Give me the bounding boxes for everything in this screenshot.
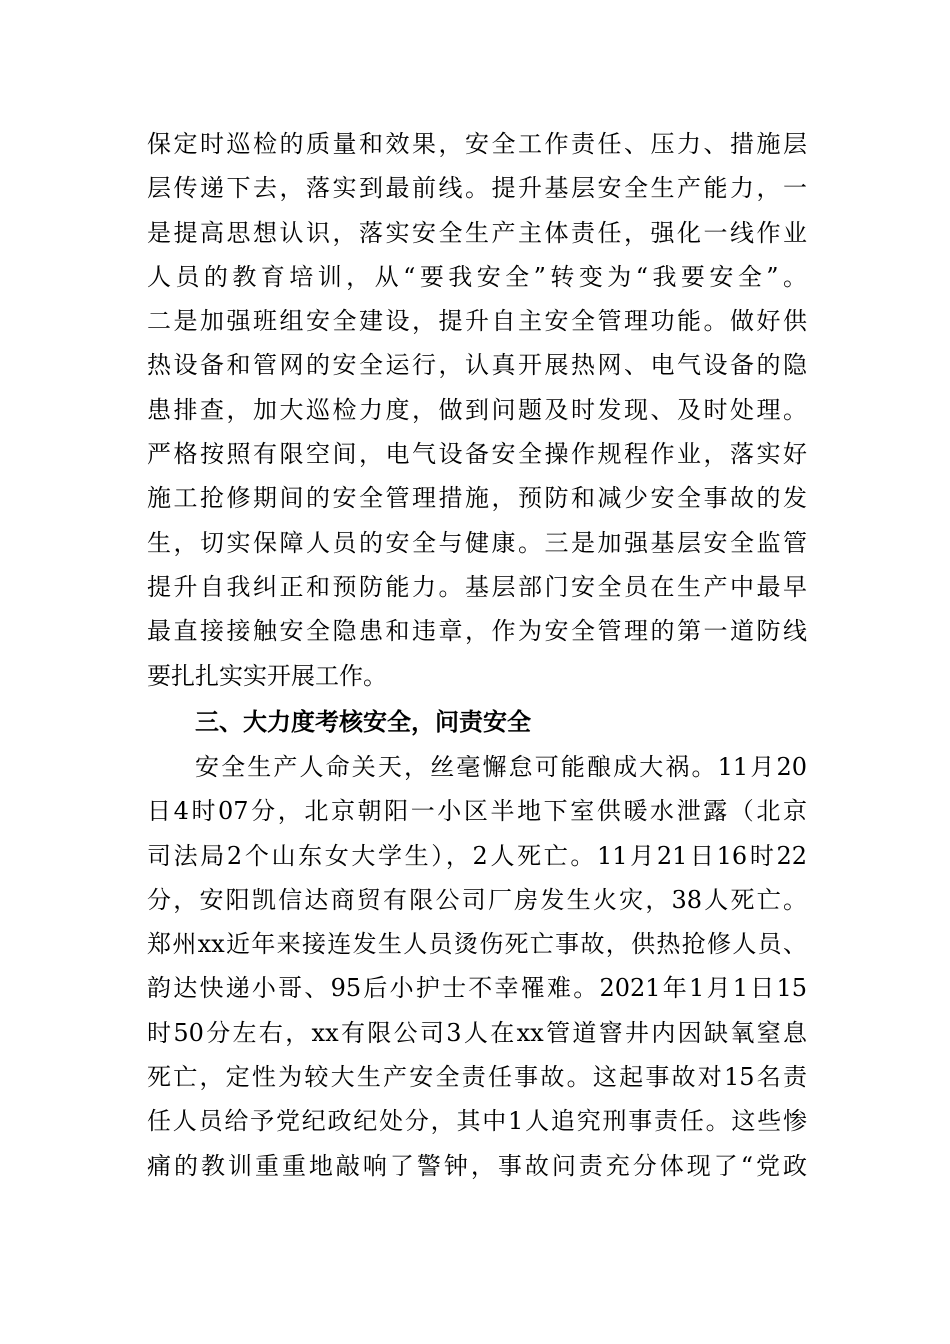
text-line: 二是加强班组安全建设，提升自主安全管理功能。做好供 (147, 307, 807, 336)
text-line: 分，安阳凯信达商贸有限公司厂房发生火灾，38人死亡。 (147, 885, 807, 914)
text-line: 司法局2个山东女大学生），2人死亡。11月21日16时22 (147, 841, 807, 870)
section-title: 三、大力度考核安全，问责安全 (195, 708, 531, 736)
text-line: 任人员给予党纪政纪处分，其中1人追究刑事责任。这些惨 (147, 1107, 807, 1136)
text-line: 严格按照有限空间，电气设备安全操作规程作业，落实好 (147, 440, 807, 469)
text-line: 要扎扎实实开展工作。 (147, 661, 387, 690)
paragraph-safety-measures (147, 122, 807, 698)
text-line: 安全生产人命关天，丝毫懈怠可能酿成大祸。11月20 (195, 753, 807, 781)
paragraph-accident-cases (147, 745, 807, 1188)
text-line: 提升自我纠正和预防能力。基层部门安全员在生产中最早 (147, 572, 807, 601)
text-line: 热设备和管网的安全运行，认真开展热网、电气设备的隐 (147, 351, 807, 380)
text-line: 郑州xx近年来接连发生人员烫伤死亡事故，供热抢修人员、 (147, 930, 807, 959)
text-line: 时50分左右，xx有限公司3人在xx管道窨井内因缺氧窒息 (147, 1018, 807, 1047)
text-line: 患排查，加大巡检力度，做到问题及时发现、及时处理。 (147, 395, 807, 424)
text-line: 施工抢修期间的安全管理措施，预防和减少安全事故的发 (147, 484, 807, 513)
text-line: 死亡，定性为较大生产安全责任事故。这起事故对15名责 (147, 1063, 807, 1092)
text-line: 人员的教育培训，从“要我安全”转变为“我要安全”。 (147, 262, 807, 291)
text-line: 保定时巡检的质量和效果，安全工作责任、压力、措施层 (147, 130, 807, 158)
text-line: 日4时07分，北京朝阳一小区半地下室供暖水泄露（北京 (147, 797, 807, 826)
text-line: 痛的教训重重地敲响了警钟，事故问责充分体现了“党政 (147, 1151, 807, 1180)
text-line: 韵达快递小哥、95后小护士不幸罹难。2021年1月1日15 (147, 974, 807, 1003)
text-line: 层传递下去，落实到最前线。提升基层安全生产能力，一 (147, 174, 807, 203)
section-heading-3 (147, 700, 807, 744)
text-line: 是提高思想认识，落实安全生产主体责任，强化一线作业 (147, 218, 807, 247)
text-line: 最直接接触安全隐患和违章，作为安全管理的第一道防线 (147, 617, 807, 646)
text-line: 生，切实保障人员的安全与健康。三是加强基层安全监管 (147, 528, 807, 557)
